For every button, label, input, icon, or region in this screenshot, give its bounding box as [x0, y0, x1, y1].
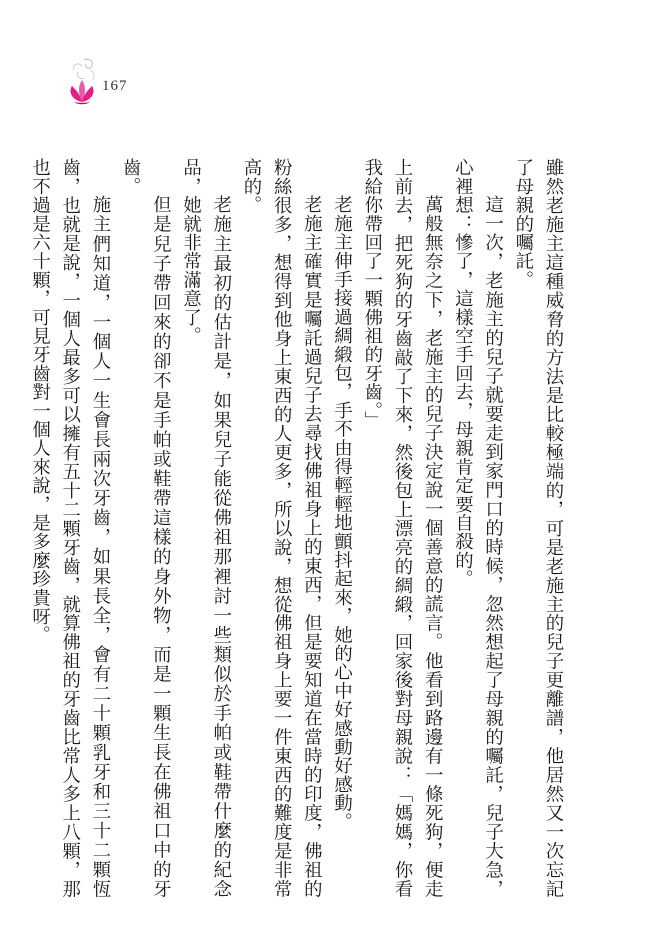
- paragraph: 老施主伸手接過綢緞包，手不由得輕輕地顫抖起來，她的心中好感動好感動。: [331, 194, 353, 831]
- page-header: [64, 56, 128, 106]
- paragraph: 這一次，老施主的兒子就要走到家門口的時候，忽然想起了母親的囑託，兒子大急，心裡想：慘了，這樣空手回去，母親肯定要自殺的。: [452, 158, 504, 898]
- page-number: 167: [102, 77, 128, 94]
- lotus-flower-icon: [64, 56, 100, 106]
- paragraph: 老施主最初的估計是，如果兒子能從佛祖那裡討一些類似於手帕或鞋帶什麼的紀念品，她就非常滿意了。: [180, 158, 232, 898]
- vertical-text-body: [24, 158, 568, 898]
- paragraph: 但是兒子帶回來的卻不是手帕或鞋帶這樣的身外物，而是一顆生長在佛祖口中的牙齒。: [120, 158, 172, 898]
- paragraph: 施主們知道，一個人一生會長兩次牙齒，如果長全，會有二十顆乳牙和三十二顆恆齒，也就是說，一個人最多可以擁有五十二顆牙齒，就算佛祖的牙齒比常人多上八顆，那也不過是六十顆，可見牙齒對一個人來說，是多麼珍貴呀。: [29, 158, 111, 898]
- paragraph: 雖然老施主這種威脅的方法是比較極端的，可是老施主的兒子更離譜，他居然又一次忘記了母親的囑託。: [512, 158, 564, 898]
- paragraph: 萬般無奈之下，老施主的兒子決定說一個善意的謊言。他看到路邊有一條死狗，便走上前去，把死狗的牙齒敲了下來，然後包上漂亮的綢緞，回家後對母親說：「媽媽，你看我給你帶回了一顆佛祖的牙齒。」: [361, 158, 444, 898]
- paragraph: 老施主確實是囑託過兒子去尋找佛祖身上的東西，但是要知道在當時的印度，佛祖的粉絲很多，想得到他身上東西的人更多，所以說，想從佛祖身上要一件東西的難度是非常高的。: [240, 158, 323, 898]
